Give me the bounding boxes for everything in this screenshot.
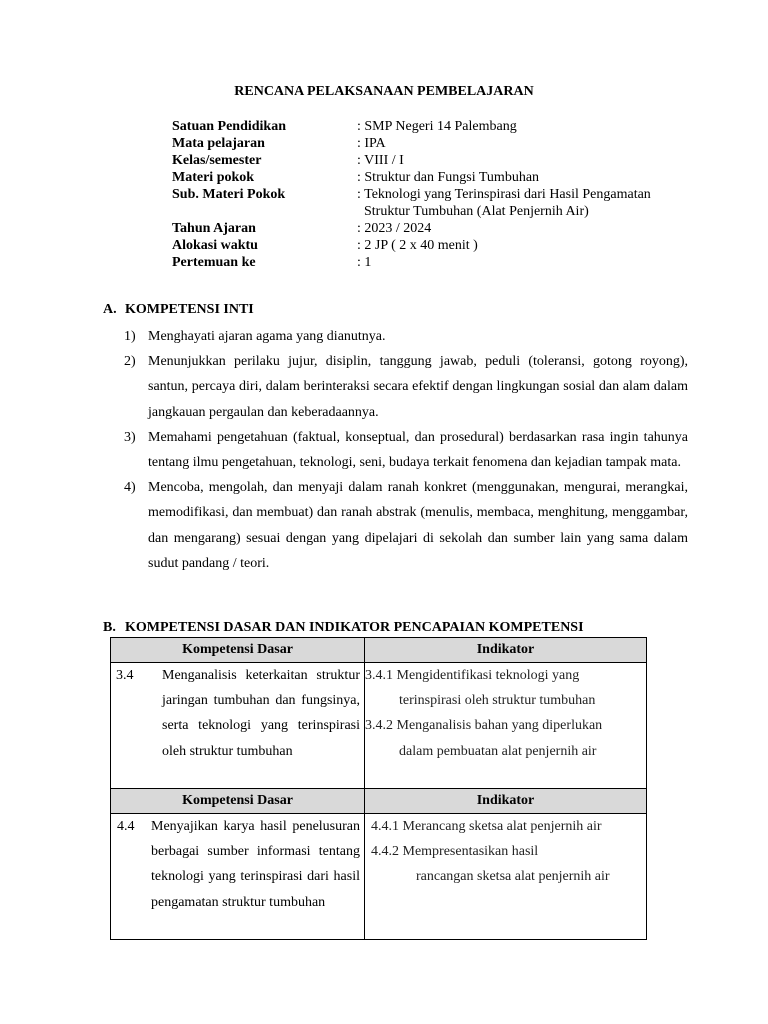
kompetensi-inti-list bbox=[124, 324, 688, 576]
list-text: Menunjukkan perilaku jujur, disiplin, tanggung jawab, peduli (toleransi, gotong royong), santun, percaya diri, dalam berinteraksi secara efektif dengan lingkungan sosial dan alam dalam jangkauan pergaulan dan keberadaannya. bbox=[148, 354, 688, 420]
list-number: 4) bbox=[124, 480, 136, 496]
indicator-item bbox=[371, 814, 646, 839]
indicator-text-cont: terinspirasi oleh struktur tumbuhan bbox=[399, 693, 596, 709]
kompetensi-dasar-table bbox=[110, 637, 647, 940]
section-a-heading bbox=[103, 302, 254, 318]
list-item bbox=[124, 425, 688, 475]
indicator-code: 4.4.2 bbox=[371, 844, 399, 860]
info-label: Tahun Ajaran bbox=[172, 221, 256, 236]
indicator-list bbox=[365, 814, 646, 890]
indicator-text: Merancang sketsa alat penjernih air bbox=[402, 819, 602, 834]
info-label: Alokasi waktu bbox=[172, 238, 258, 253]
info-value-line1: : Teknologi yang Terinspirasi dari Hasil Pengamatan bbox=[357, 187, 651, 202]
kd-code: 4.4 bbox=[117, 819, 135, 834]
indicator-list bbox=[365, 663, 646, 764]
info-block bbox=[172, 118, 702, 271]
section-letter: B. bbox=[103, 620, 116, 635]
list-item bbox=[124, 324, 688, 349]
indicator-text: Mempresentasikan hasil bbox=[402, 844, 539, 860]
info-label: Satuan Pendidikan bbox=[172, 119, 286, 134]
indicator-cell bbox=[365, 814, 647, 940]
info-value: : Struktur dan Fungsi Tumbuhan bbox=[357, 170, 540, 185]
indicator-text-cont: rancangan sketsa alat penjernih air bbox=[416, 869, 610, 885]
info-label: Mata pelajaran bbox=[172, 136, 265, 151]
list-number: 1) bbox=[124, 329, 136, 344]
section-title: KOMPETENSI INTI bbox=[125, 302, 254, 317]
indicator-code: 3.4.2 bbox=[365, 718, 393, 734]
indicator-item bbox=[365, 663, 642, 688]
info-row-mapel bbox=[172, 135, 702, 152]
info-value: : VIII / I bbox=[357, 153, 404, 168]
list-item bbox=[124, 475, 688, 576]
list-text: Memahami pengetahuan (faktual, konseptual, dan prosedural) berdasarkan rasa ingin tahunya tentang ilmu pengetahuan, teknologi, seni, budaya terkait fenomena dan kejadian tampak mata. bbox=[148, 429, 688, 471]
list-text: Menghayati ajaran agama yang dianutnya. bbox=[148, 329, 386, 344]
info-value: : 1 bbox=[357, 255, 372, 270]
info-row-tahun bbox=[172, 220, 702, 237]
indicator-text: Menganalisis bahan yang diperlukan bbox=[396, 718, 603, 734]
table-header-row bbox=[111, 638, 647, 663]
info-label: Materi pokok bbox=[172, 170, 255, 185]
info-row-satuan bbox=[172, 118, 702, 135]
kd-text: Menyajikan karya hasil penelusuran berbagai sumber informasi tentang teknologi yang terinspirasi dari hasil pengamatan struktur tumbuhan bbox=[151, 819, 360, 910]
section-title: KOMPETENSI DASAR DAN INDIKATOR PENCAPAIAN KOMPETENSI bbox=[125, 620, 584, 635]
kd-cell bbox=[111, 663, 365, 789]
column-header-indikator: Indikator bbox=[365, 638, 647, 663]
list-number: 3) bbox=[124, 429, 136, 445]
list-text: Mencoba, mengolah, dan menyaji dalam ranah konkret (menggunakan, mengurai, merangkai, memodifikasi, dan membuat) dan ranah abstrak (menulis, membaca, menghitung, menggambar, dan mengarang) sesuai dengan yang dipelajari di sekolah dan sumber lain yang sama dalam sudut pandang / teori. bbox=[148, 480, 688, 571]
column-header-kd: Kompetensi Dasar bbox=[111, 789, 365, 814]
table-row bbox=[111, 814, 647, 940]
indicator-code: 4.4.1 bbox=[371, 819, 399, 834]
info-row-pertemuan bbox=[172, 254, 702, 271]
info-value: : IPA bbox=[357, 136, 386, 151]
info-label: Kelas/semester bbox=[172, 153, 262, 168]
indicator-text-cont: dalam pembuatan alat penjernih air bbox=[399, 743, 597, 759]
info-label: Sub. Materi Pokok bbox=[172, 187, 286, 202]
kd-cell bbox=[111, 814, 365, 940]
indicator-item bbox=[365, 713, 642, 738]
info-row-materi bbox=[172, 169, 702, 186]
indicator-text: Mengidentifikasi teknologi yang bbox=[396, 668, 580, 683]
column-header-indikator: Indikator bbox=[365, 789, 647, 814]
info-value: : 2023 / 2024 bbox=[357, 221, 432, 236]
column-header-kd: Kompetensi Dasar bbox=[111, 638, 365, 663]
info-label: Pertemuan ke bbox=[172, 255, 256, 270]
info-row-alokasi bbox=[172, 237, 702, 254]
info-row-kelas bbox=[172, 152, 702, 169]
table-header-row bbox=[111, 789, 647, 814]
kd-text: Menganalisis keterkaitan struktur jaringan tumbuhan dan fungsinya, serta teknologi yang terinspirasi oleh struktur tumbuhan bbox=[162, 668, 360, 759]
info-value: : SMP Negeri 14 Palembang bbox=[357, 119, 517, 134]
kd-code: 3.4 bbox=[116, 668, 134, 683]
list-number: 2) bbox=[124, 354, 136, 370]
section-b-heading bbox=[103, 620, 584, 636]
indicator-item bbox=[371, 839, 646, 864]
info-value: : 2 JP ( 2 x 40 menit ) bbox=[357, 238, 478, 253]
section-letter: A. bbox=[103, 302, 117, 317]
list-item bbox=[124, 349, 688, 425]
info-row-submateri bbox=[172, 186, 702, 220]
indicator-code: 3.4.1 bbox=[365, 668, 393, 683]
info-value bbox=[357, 186, 702, 220]
indicator-cell bbox=[365, 663, 647, 789]
document-title: RENCANA PELAKSANAAN PEMBELAJARAN bbox=[234, 84, 534, 99]
table-row bbox=[111, 663, 647, 789]
info-value-line2: Struktur Tumbuhan (Alat Penjernih Air) bbox=[357, 204, 589, 219]
